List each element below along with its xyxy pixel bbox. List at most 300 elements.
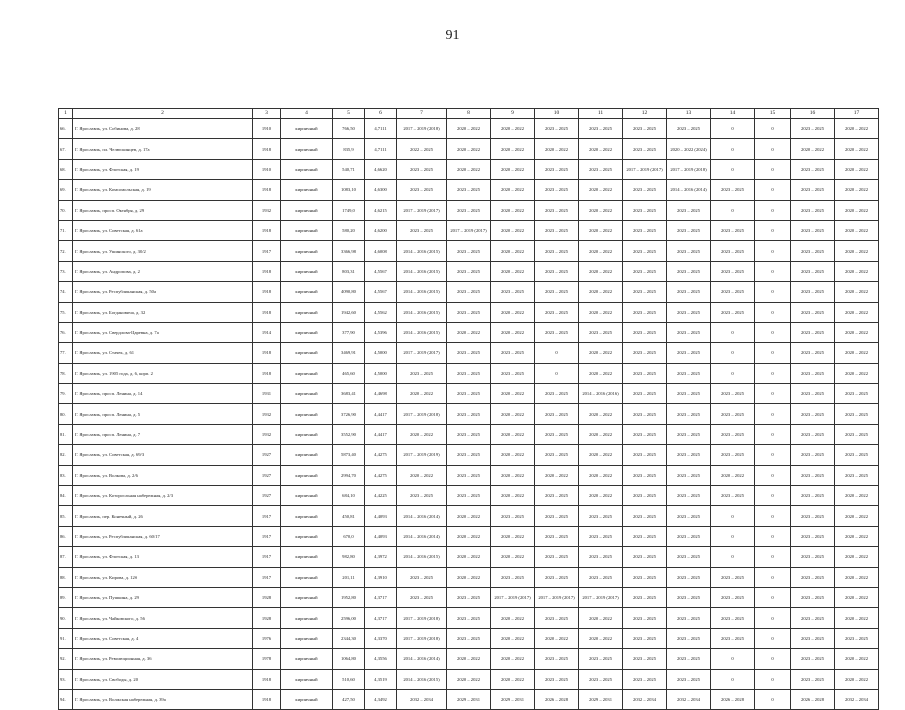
table-cell: 2023 – 2025	[623, 180, 667, 200]
table-cell: 2023 – 2025	[535, 608, 579, 628]
column-header: 7	[397, 109, 447, 119]
table-cell: кирпичный	[281, 526, 333, 546]
table-cell: 2023 – 2025	[623, 424, 667, 444]
table-cell: 2020 – 2022	[579, 282, 623, 302]
table-cell: 0	[711, 322, 755, 342]
table-cell: кирпичный	[281, 343, 333, 363]
table-cell: кирпичный	[281, 200, 333, 220]
table-cell: 4090,80	[333, 282, 365, 302]
table-cell: 4,5562	[365, 302, 397, 322]
table-cell: 0	[755, 587, 791, 607]
table-cell: 2023 – 2025	[491, 506, 535, 526]
table-cell: 4,4275	[365, 445, 397, 465]
table-cell: 2023 – 2025	[711, 587, 755, 607]
table-cell: 0	[755, 649, 791, 669]
table-cell: 2023 – 2025	[791, 241, 835, 261]
address-cell: Г. Ярославль, ул. Комсомольская, д. 19	[73, 180, 253, 200]
table-cell: 4,5000	[365, 343, 397, 363]
table-cell: 2023 – 2025	[623, 384, 667, 404]
table-cell: 2023 – 2025	[397, 363, 447, 383]
table-cell: 1927	[253, 445, 281, 465]
table-cell: 2023 – 2025	[535, 506, 579, 526]
table-cell: 2017 – 2019 (2017)	[447, 220, 491, 240]
table-cell: 201,11	[333, 567, 365, 587]
table-cell: 2023 – 2025	[667, 649, 711, 669]
table-cell: 2023 – 2025	[579, 119, 623, 139]
table-cell: 2023 – 2025	[535, 547, 579, 567]
column-header: 14	[711, 109, 755, 119]
address-cell: Г. Ярославль, пл. Челюскинцев, д. 17а	[73, 139, 253, 159]
table-cell: 2020 – 2022	[447, 159, 491, 179]
table-cell: 2023 – 2025	[623, 506, 667, 526]
table-cell: 2020 – 2022	[491, 384, 535, 404]
table-cell: 2020 – 2022	[579, 608, 623, 628]
table-cell: 465,60	[333, 363, 365, 383]
table-cell: 2023 – 2025	[667, 424, 711, 444]
table-cell: 2023 – 2025	[791, 322, 835, 342]
table-cell: 0	[711, 547, 755, 567]
table-cell: кирпичный	[281, 567, 333, 587]
table-cell: 2023 – 2025	[667, 302, 711, 322]
table-cell: 2020 – 2022	[579, 200, 623, 220]
table-cell: 2023 – 2025	[623, 547, 667, 567]
table-cell: 0	[755, 139, 791, 159]
table-cell: 0	[755, 445, 791, 465]
table-cell: 427,50	[333, 689, 365, 709]
column-header: 1	[59, 109, 73, 119]
table-cell: 2023 – 2025	[447, 424, 491, 444]
table-cell: кирпичный	[281, 486, 333, 506]
column-header: 8	[447, 109, 491, 119]
table-cell: 2014 – 2016 (2015)	[397, 282, 447, 302]
row-number-cell: 90.	[59, 608, 73, 628]
address-cell: Г. Ярославль, ул. Флотская, д. 13	[73, 547, 253, 567]
address-cell: Г. Ярославль, ул. Советская, д. 4	[73, 628, 253, 648]
table-cell: 2020 – 2022	[579, 180, 623, 200]
table-cell: 2023 – 2025	[667, 567, 711, 587]
table-cell: кирпичный	[281, 404, 333, 424]
table-cell: 2023 – 2025	[397, 486, 447, 506]
address-cell: Г. Ярославль, ул. Ушинского, д. 30/2	[73, 241, 253, 261]
table-row	[59, 547, 879, 567]
table-row	[59, 322, 879, 342]
table-cell: 2017 – 2019 (2017)	[491, 587, 535, 607]
table-cell: 2023 – 2025	[667, 486, 711, 506]
table-cell: 2020 – 2022	[579, 404, 623, 424]
table-cell: 2020 – 2022	[835, 139, 879, 159]
table-cell: 4,5000	[365, 363, 397, 383]
table-cell: 4,6008	[365, 241, 397, 261]
table-cell: 1932	[253, 424, 281, 444]
row-number-cell: 78.	[59, 363, 73, 383]
table-cell: 2023 – 2025	[623, 567, 667, 587]
table-cell: 2023 – 2025	[623, 486, 667, 506]
table-cell: 2032 – 2034	[623, 689, 667, 709]
table-cell: 4,4417	[365, 404, 397, 424]
table-cell: 1978	[253, 649, 281, 669]
table-cell: 2020 – 2022	[835, 200, 879, 220]
table-cell: 2020 – 2022	[835, 547, 879, 567]
table-cell: 2023 – 2025	[447, 180, 491, 200]
row-number-cell: 94.	[59, 689, 73, 709]
table-cell: 2020 – 2022	[535, 465, 579, 485]
table-cell: 2020 – 2022	[491, 486, 535, 506]
table-cell: 2023 – 2025	[579, 669, 623, 689]
table-cell: 0	[755, 384, 791, 404]
row-number-cell: 88.	[59, 567, 73, 587]
table-cell: 2014 – 2016 (2014)	[397, 526, 447, 546]
table-row	[59, 119, 879, 139]
table-cell: 2023 – 2025	[535, 445, 579, 465]
address-cell: Г. Ярославль, ул. Чайковского, д. 56	[73, 608, 253, 628]
table-cell: 1064,80	[333, 649, 365, 669]
table-cell: 2022 – 2025	[397, 139, 447, 159]
address-cell: Г. Ярославль, просп. Ленина, д. 5	[73, 404, 253, 424]
table-cell: 2023 – 2025	[447, 384, 491, 404]
row-number-cell: 75.	[59, 302, 73, 322]
table-cell: 4,6620	[365, 159, 397, 179]
table-cell: 1918	[253, 363, 281, 383]
table-cell: 3726,90	[333, 404, 365, 424]
table-cell: 2020 – 2022	[835, 322, 879, 342]
table-cell: 2020 – 2022	[835, 302, 879, 322]
table-cell: 2023 – 2025	[447, 282, 491, 302]
table-cell: кирпичный	[281, 322, 333, 342]
table-cell: 2023 – 2025	[623, 302, 667, 322]
table-cell: 2023 – 2025	[535, 486, 579, 506]
table-cell: 0	[755, 220, 791, 240]
row-number-cell: 89.	[59, 587, 73, 607]
table-cell: 2023 – 2025	[623, 200, 667, 220]
table-cell: 2020 – 2022	[835, 567, 879, 587]
table-cell: 2023 – 2025	[667, 200, 711, 220]
table-cell: 2023 – 2025	[711, 220, 755, 240]
table-cell: 2020 – 2022	[579, 445, 623, 465]
table-cell: 2023 – 2025	[791, 649, 835, 669]
table-cell: 2020 – 2022 (2024)	[667, 139, 711, 159]
table-cell: 2020 – 2022	[535, 139, 579, 159]
table-cell: 2023 – 2025	[711, 282, 755, 302]
table-cell: 2020 – 2022	[491, 322, 535, 342]
table-cell: 0	[755, 608, 791, 628]
table-cell: 2020 – 2022	[835, 486, 879, 506]
row-number-cell: 79.	[59, 384, 73, 404]
table-cell: 2014 – 2016 (2016)	[579, 384, 623, 404]
table-cell: кирпичный	[281, 261, 333, 281]
table-cell: 0	[755, 669, 791, 689]
table-cell: 0	[755, 159, 791, 179]
table-cell: 0	[755, 241, 791, 261]
table-cell: 2020 – 2022	[791, 139, 835, 159]
table-cell: 2020 – 2022	[491, 424, 535, 444]
table-cell: 1918	[253, 180, 281, 200]
table-cell: 2023 – 2025	[623, 526, 667, 546]
column-header: 11	[579, 109, 623, 119]
table-row	[59, 363, 879, 383]
table-row	[59, 486, 879, 506]
table-cell: кирпичный	[281, 424, 333, 444]
table-cell: 2023 – 2025	[667, 669, 711, 689]
table-cell: 2023 – 2025	[791, 465, 835, 485]
table-cell: 2020 – 2022	[447, 669, 491, 689]
table-cell: 2023 – 2025	[579, 526, 623, 546]
table-cell: кирпичный	[281, 587, 333, 607]
table-cell: кирпичный	[281, 445, 333, 465]
address-cell: Г. Ярославль, ул. Советская, д. 61а	[73, 220, 253, 240]
table-cell: 2023 – 2025	[791, 669, 835, 689]
table-cell: 0	[755, 119, 791, 139]
table-cell: 0	[711, 649, 755, 669]
table-cell: 1917	[253, 547, 281, 567]
table-cell: 540,71	[333, 159, 365, 179]
table-cell: 2020 – 2022	[491, 608, 535, 628]
table-cell: 1083,10	[333, 180, 365, 200]
table-cell: 4,5567	[365, 261, 397, 281]
table-cell: 2023 – 2025	[791, 302, 835, 322]
table-cell: 2020 – 2022	[579, 139, 623, 159]
table-cell: 2014 – 2016 (2015)	[397, 302, 447, 322]
table-cell: 2020 – 2022	[491, 649, 535, 669]
address-cell: Г. Ярославль, пер. Конечный, д. 26	[73, 506, 253, 526]
table-cell: 2017 – 2019 (2017)	[397, 200, 447, 220]
table-cell: кирпичный	[281, 689, 333, 709]
table-cell: 2023 – 2025	[535, 261, 579, 281]
row-number-cell: 91.	[59, 628, 73, 648]
table-cell: 0	[711, 363, 755, 383]
table-cell: 2026 – 2028	[791, 689, 835, 709]
table-cell: 2032 – 2034	[667, 689, 711, 709]
table-cell: 2020 – 2022	[579, 241, 623, 261]
table-cell: 2023 – 2025	[667, 547, 711, 567]
table-cell: 766,50	[333, 119, 365, 139]
table-cell: 2014 – 2016 (2015)	[397, 322, 447, 342]
table-cell: 2023 – 2025	[447, 587, 491, 607]
address-cell: Г. Ярославль, ул. Советская, д. 69/3	[73, 445, 253, 465]
table-cell: 2014 – 2016 (2014)	[397, 506, 447, 526]
table-cell: 2023 – 2025	[711, 241, 755, 261]
table-cell: 2020 – 2022	[835, 241, 879, 261]
table-cell: 2023 – 2025	[535, 180, 579, 200]
table-cell: 2020 – 2022	[447, 139, 491, 159]
table-row	[59, 506, 879, 526]
table-cell: 2023 – 2025	[397, 587, 447, 607]
table-cell: 4,7111	[365, 139, 397, 159]
table-cell: 2023 – 2025	[711, 302, 755, 322]
table-cell: 1918	[253, 343, 281, 363]
table-cell: 0	[755, 404, 791, 424]
table-cell: 2020 – 2022	[835, 282, 879, 302]
table-cell: 2023 – 2025	[579, 649, 623, 669]
row-number-cell: 69.	[59, 180, 73, 200]
table-cell: 2023 – 2025	[791, 587, 835, 607]
table-cell: 4,4698	[365, 384, 397, 404]
table-cell: 0	[755, 343, 791, 363]
table-cell: 2023 – 2025	[535, 567, 579, 587]
table-cell: кирпичный	[281, 241, 333, 261]
table-cell: кирпичный	[281, 649, 333, 669]
row-number-cell: 72.	[59, 241, 73, 261]
table-cell: 2023 – 2025	[535, 404, 579, 424]
table-row	[59, 343, 879, 363]
table-cell: 2014 – 2016 (2014)	[397, 649, 447, 669]
table-cell: 2020 – 2022	[835, 119, 879, 139]
table-cell: 1942,60	[333, 302, 365, 322]
table-cell: 2020 – 2022	[447, 567, 491, 587]
table-cell: 2023 – 2025	[791, 547, 835, 567]
table-cell: 2023 – 2025	[711, 445, 755, 465]
table-row	[59, 628, 879, 648]
column-header: 2	[73, 109, 253, 119]
row-number-cell: 70.	[59, 200, 73, 220]
table-cell: 2023 – 2025	[791, 608, 835, 628]
table-cell: 2020 – 2022	[835, 669, 879, 689]
table-cell: 2032 – 2034	[835, 689, 879, 709]
table-cell: 2017 – 2019 (2017)	[397, 343, 447, 363]
table-cell: 2023 – 2025	[791, 343, 835, 363]
header-row	[59, 109, 879, 119]
table-cell: 982,80	[333, 547, 365, 567]
table-cell: 450,81	[333, 506, 365, 526]
table-cell: 4,3519	[365, 669, 397, 689]
table-cell: 2014 – 2016 (2015)	[397, 241, 447, 261]
table-cell: 0	[755, 180, 791, 200]
address-cell: Г. Ярославль, ул. Андропова, д. 2	[73, 261, 253, 281]
table-cell: 2023 – 2025	[623, 649, 667, 669]
row-number-cell: 82.	[59, 445, 73, 465]
table-row	[59, 445, 879, 465]
table-cell: кирпичный	[281, 180, 333, 200]
address-cell: Г. Ярославль, просп. Ленина, д. 14	[73, 384, 253, 404]
table-cell: 2020 – 2022	[579, 302, 623, 322]
table-cell: 2020 – 2022	[491, 445, 535, 465]
table-cell: 0	[755, 486, 791, 506]
table-cell: 4,3717	[365, 608, 397, 628]
table-row	[59, 689, 879, 709]
table-cell: 2032 – 2034	[397, 689, 447, 709]
table-cell: 0	[755, 506, 791, 526]
row-number-cell: 86.	[59, 526, 73, 546]
table-cell: 2023 – 2025	[623, 220, 667, 240]
table-cell: 1976	[253, 628, 281, 648]
table-cell: 1918	[253, 139, 281, 159]
table-cell: 2023 – 2025	[447, 404, 491, 424]
table-cell: 2023 – 2025	[623, 608, 667, 628]
table-cell: 2023 – 2025	[667, 220, 711, 240]
address-cell: Г. Ярославль, ул. Волжская набережная, д. 39а	[73, 689, 253, 709]
table-cell: 2023 – 2025	[447, 363, 491, 383]
table-cell: 1749,0	[333, 200, 365, 220]
table-cell: 1917	[253, 526, 281, 546]
table-cell: 2023 – 2025	[623, 119, 667, 139]
table-cell: 2020 – 2022	[579, 465, 623, 485]
table-cell: 0	[755, 628, 791, 648]
table-cell: 2023 – 2025	[623, 628, 667, 648]
table-cell: 1918	[253, 261, 281, 281]
table-cell: 0	[755, 302, 791, 322]
table-row	[59, 649, 879, 669]
table-cell: 2020 – 2022	[835, 526, 879, 546]
table-cell: кирпичный	[281, 159, 333, 179]
table-cell: 2023 – 2025	[623, 587, 667, 607]
table-cell: 1928	[253, 587, 281, 607]
table-cell: 377,90	[333, 322, 365, 342]
table-cell: 0	[711, 119, 755, 139]
table-header	[59, 109, 879, 119]
table-cell: кирпичный	[281, 506, 333, 526]
table-cell: 2020 – 2022	[835, 649, 879, 669]
table-cell: 1918	[253, 689, 281, 709]
table-cell: кирпичный	[281, 282, 333, 302]
table-cell: 0	[755, 424, 791, 444]
table-cell: 4,3492	[365, 689, 397, 709]
table-cell: 2023 – 2025	[447, 343, 491, 363]
table-cell: 2023 – 2025	[667, 384, 711, 404]
table-cell: 2023 – 2025	[491, 363, 535, 383]
table-cell: 2023 – 2025	[711, 628, 755, 648]
table-cell: 2023 – 2025	[447, 200, 491, 220]
table-cell: 2023 – 2025	[791, 404, 835, 424]
table-cell: 0	[711, 139, 755, 159]
table-row	[59, 139, 879, 159]
table-cell: 2023 – 2025	[667, 363, 711, 383]
table-cell: 2023 – 2025	[667, 241, 711, 261]
table-cell: 0	[711, 343, 755, 363]
table-row	[59, 526, 879, 546]
table-cell: 0	[535, 343, 579, 363]
table-cell: 2023 – 2025	[835, 384, 879, 404]
address-cell: Г. Ярославль, ул. Собинова, д. 28	[73, 119, 253, 139]
table-cell: 4,7111	[365, 119, 397, 139]
table-cell: 4,5396	[365, 322, 397, 342]
table-cell: 2023 – 2025	[711, 180, 755, 200]
table-cell: 0	[755, 363, 791, 383]
table-cell: 0	[755, 261, 791, 281]
table-cell: 2023 – 2025	[447, 628, 491, 648]
table-cell: 2023 – 2025	[711, 384, 755, 404]
table-cell: 2023 – 2025	[579, 547, 623, 567]
table-cell: 2020 – 2022	[397, 465, 447, 485]
table-cell: кирпичный	[281, 608, 333, 628]
table-cell: 2023 – 2025	[791, 486, 835, 506]
row-number-cell: 71.	[59, 220, 73, 240]
table-cell: 2023 – 2025	[535, 302, 579, 322]
table-cell: 2023 – 2025	[491, 282, 535, 302]
address-cell: Г. Ярославль, ул. Свободы, д. 20	[73, 669, 253, 689]
row-number-cell: 74.	[59, 282, 73, 302]
table-cell: 2023 – 2025	[667, 506, 711, 526]
table-row	[59, 200, 879, 220]
table-cell: 2026 – 2028	[535, 689, 579, 709]
table-cell: 2023 – 2025	[791, 424, 835, 444]
table-cell: 2023 – 2025	[835, 424, 879, 444]
table-cell: 2020 – 2022	[835, 343, 879, 363]
row-number-cell: 84.	[59, 486, 73, 506]
table-cell: 2023 – 2025	[835, 628, 879, 648]
table-cell: 2020 – 2022	[491, 404, 535, 424]
table-row	[59, 567, 879, 587]
table-cell: 4,3972	[365, 547, 397, 567]
table-cell: 2023 – 2025	[397, 159, 447, 179]
table-cell: 2994,70	[333, 465, 365, 485]
table-cell: 2023 – 2025	[791, 526, 835, 546]
table-cell: 2023 – 2025	[535, 200, 579, 220]
table-cell: 2344,30	[333, 628, 365, 648]
table-cell: 1918	[253, 220, 281, 240]
table-cell: 2029 – 2031	[447, 689, 491, 709]
row-number-cell: 92.	[59, 649, 73, 669]
table-cell: 2020 – 2022	[579, 343, 623, 363]
table-cell: 2017 – 2019 (2018)	[397, 404, 447, 424]
